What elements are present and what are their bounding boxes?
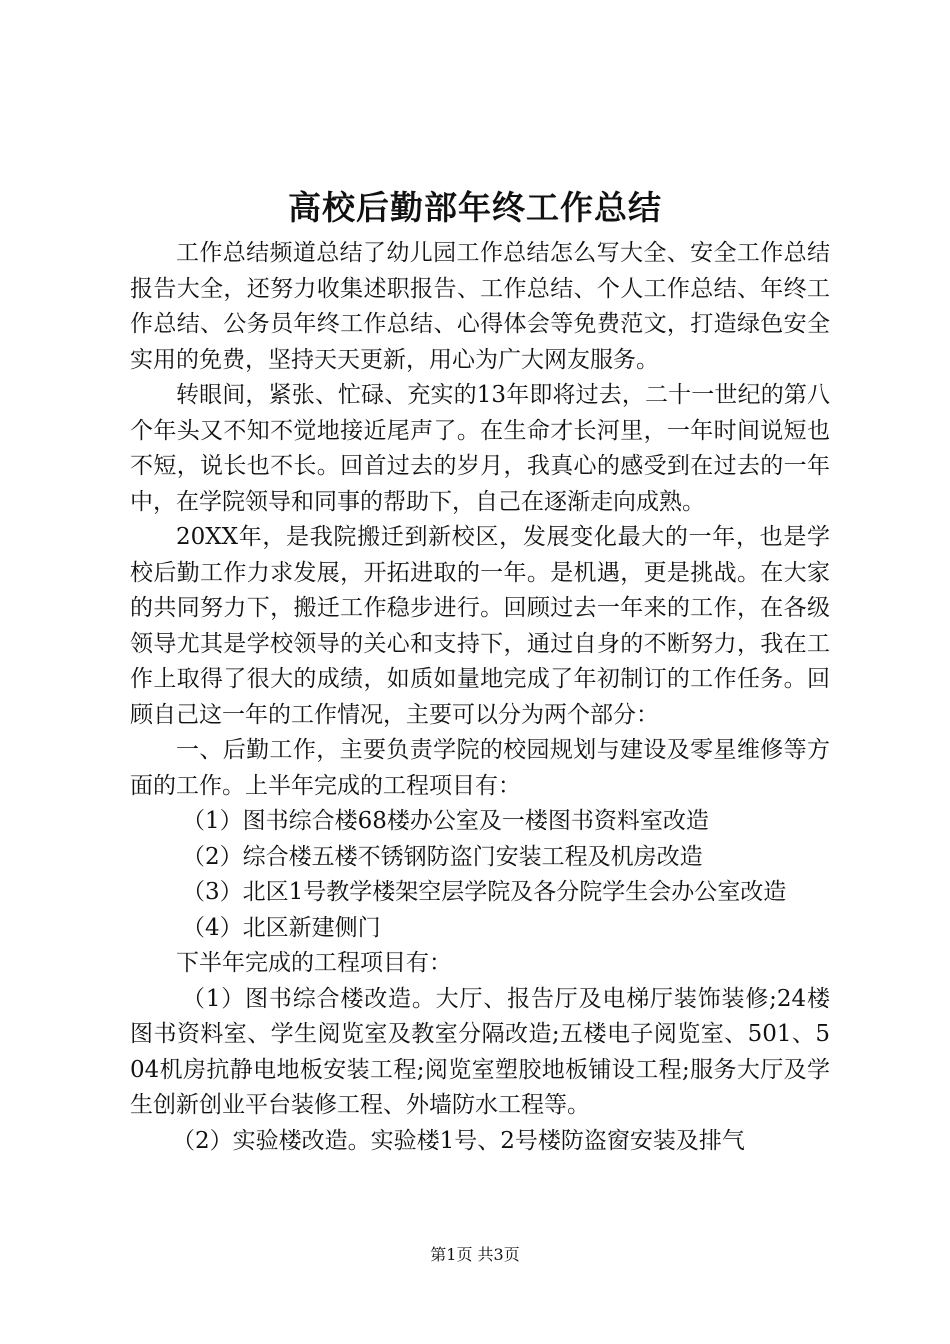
paragraph-overview: 20XX年，是我院搬迁到新校区，发展变化最大的一年，也是学校后勤工作力求发展，开拓进取的一年。是机遇，更是挑战。在大家的共同努力下，搬迁工作稳步进行。回顾过去一年来的工作，在各级领导尤其是学校领导的关心和支持下，通过自身的不断努力，我在工作上取得了很大的成绩，如质如量地完成了年初制订的工作任务。回顾自己这一年的工作情况，主要可以分为两个部分：: [130, 524, 830, 728]
document-title: 高校后勤部年终工作总结: [288, 188, 662, 227]
second-half-heading: 下半年完成的工程项目有：: [176, 950, 452, 976]
document-body: [130, 236, 830, 1159]
paragraph-intro: 工作总结频道总结了幼儿园工作总结怎么写大全、安全工作总结报告大全，还努力收集述职报告、工作总结、个人工作总结、年终工作总结、公务员年终工作总结、心得体会等免费范文，打造绿色安全实用的免费，坚持天天更新，用心为广大网友服务。: [130, 240, 830, 373]
paragraph-reflection: 转眼间，紧张、忙碌、充实的13年即将过去，二十一世纪的第八个年头又不知不觉地接近尾声了。在生命才长河里，一年时间说短也不短，说长也不长。回首过去的岁月，我真心的感受到在过去的一年中，在学院领导和同事的帮助下，自己在逐渐走向成熟。: [130, 382, 830, 515]
list-item: （2）实验楼改造。实验楼1号、2号楼防盗窗安装及排气: [172, 1127, 745, 1154]
list-item: （2）综合楼五楼不锈钢防盗门安装工程及机房改造: [182, 843, 703, 870]
list-item: （1）图书综合楼改造。大厅、报告厅及电梯厅装饰装修;24楼图书资料室、学生阅览室及教室分隔改造;五楼电子阅览室、501、504机房抗静电地板安装工程;阅览室塑胶地板铺设工程;服务大厅及学生创新创业平台装修工程、外墙防水工程等。: [130, 985, 830, 1118]
paragraph-section-one: 一、后勤工作，主要负责学院的校园规划与建设及零星维修等方面的工作。上半年完成的工程项目有：: [130, 737, 830, 799]
list-item: （3）北区1号教学楼架空层学院及各分院学生会办公室改造: [182, 879, 787, 905]
page-footer: 第1页 共3页: [430, 1245, 520, 1264]
list-item: （4）北区新建侧门: [182, 914, 381, 941]
list-item: （1）图书综合楼68楼办公室及一楼图书资料室改造: [182, 808, 709, 834]
